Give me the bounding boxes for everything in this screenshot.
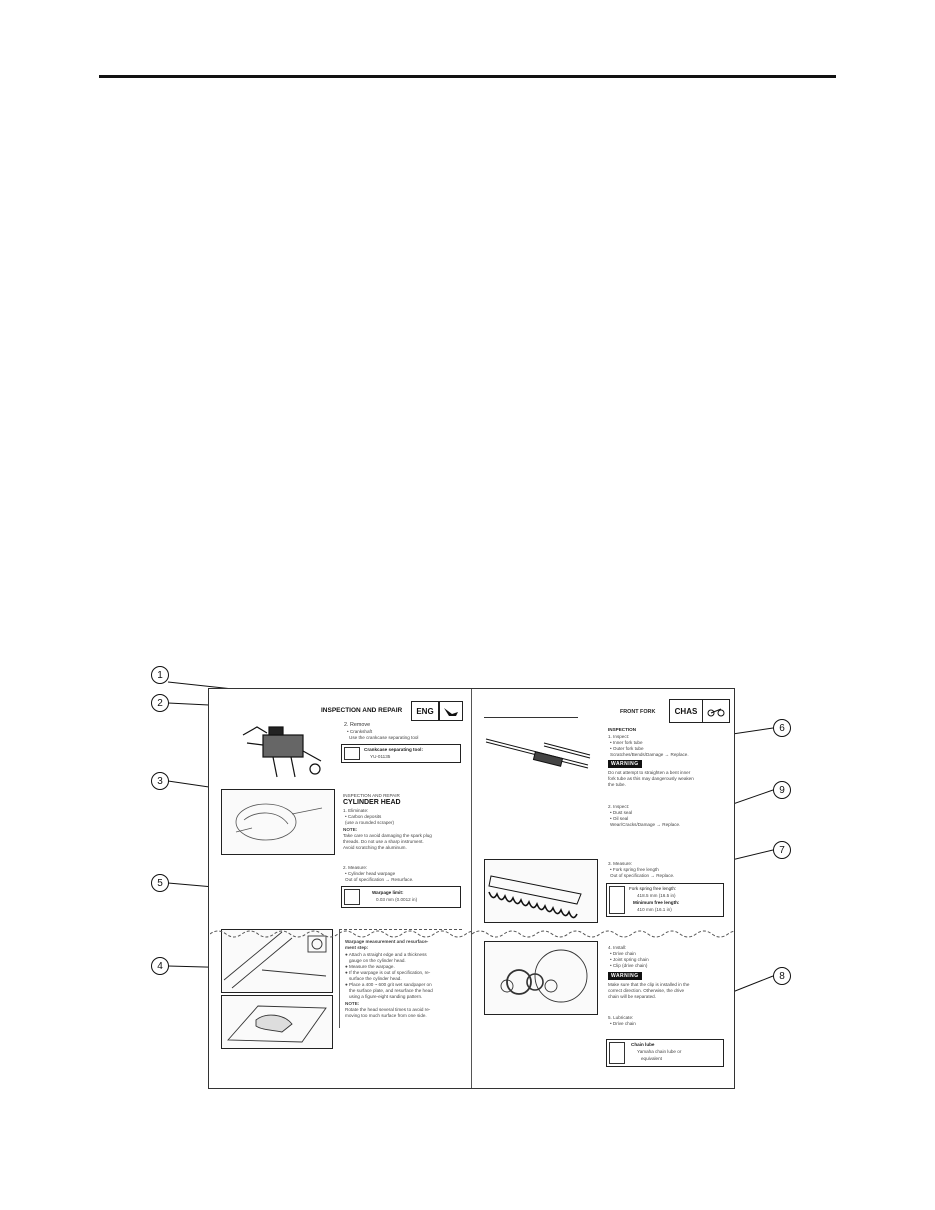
callout-1: 1 (151, 666, 169, 684)
eliminate-step: 1. Eliminate: (343, 808, 369, 813)
resurface-drawing (222, 996, 332, 1048)
warp-line3: ● Measure the warpage. (345, 964, 395, 969)
warp-line1: ● Attach a straight edge and a thickness (345, 952, 427, 957)
manual-spread (208, 688, 735, 1089)
limit-label: Warpage limit: (372, 890, 404, 895)
inspect-step: 1. Inspect: (608, 734, 630, 739)
right-header-rule (484, 717, 578, 718)
head-subheading: CYLINDER HEAD (343, 799, 401, 806)
spring-min-value: 410 mm (16.1 in) (637, 907, 672, 912)
chas-tab: CHAS (669, 699, 703, 723)
carbon-item: • Carbon deposits (345, 814, 382, 819)
warp-note1: Rotate the head several times to avoid re- (345, 1007, 431, 1012)
limit-value: 0.03 mm (0.0012 in) (376, 897, 418, 902)
warp-line2: gauge on the cylinder head. (349, 958, 406, 963)
replace-line: Out of specification → Replace. (610, 873, 675, 878)
lubricate-step: 5. Lubricate: (608, 1015, 634, 1020)
measure-icon (344, 889, 360, 905)
note-line3: Avoid scratching the aluminum. (343, 845, 407, 850)
measure-step: 2. Measure: (343, 865, 368, 870)
callout-9: 9 (773, 781, 791, 799)
right-section-title: FRONT FORK (620, 709, 656, 715)
spring-min-label: Minimum free length: (633, 900, 680, 905)
engine-icon (439, 701, 463, 721)
oil-seal-item: • Oil seal (610, 816, 629, 821)
measure-item: • Cylinder head warpage (345, 871, 396, 876)
install-joint: • Joint spring chain (610, 957, 649, 962)
note-line2: threads. Do not use a sharp instrument. (343, 839, 424, 844)
remove-item1: • Crankshaft (347, 729, 373, 734)
left-page (209, 689, 471, 1088)
scratches-line: Scratches/Bends/Damage → Replace. (610, 752, 689, 757)
spring-spec-box (606, 883, 724, 917)
callout-3: 3 (151, 772, 169, 790)
drive-chain-drawing (485, 942, 597, 1014)
fork-tubes-figure (484, 725, 594, 775)
install-chain: • Drive chain (610, 951, 636, 956)
dust-seal-item: • Dust seal (610, 810, 633, 815)
warn2-line1: Make sure that the clip is installed in the (608, 982, 690, 987)
eng-tab: ENG (411, 701, 439, 721)
crankcase-separator-drawing (233, 721, 333, 779)
warp-note2: moving too much surface from one side. (345, 1013, 427, 1018)
wear-line: Wear/Cracks/Damage → Replace. (610, 822, 681, 827)
warp-line7: the surface plate, and resurface the head (349, 988, 433, 993)
install-step: 4. Install: (608, 945, 627, 950)
right-page (472, 689, 734, 1088)
oil-can-icon (609, 1042, 625, 1064)
measure-step-r: 3. Measure: (608, 861, 633, 866)
wavy-divider-right (472, 929, 734, 939)
warning-badge-2: WARNING (608, 972, 642, 980)
warn1-line1: Do not attempt to straighten a bent inner (608, 770, 691, 775)
cylinder-head-drawing (222, 790, 334, 854)
spring-spec-label: Fork spring free length: (629, 886, 677, 891)
warning-badge-1: WARNING (608, 760, 642, 768)
fork-tubes-drawing (484, 725, 594, 775)
callout-4: 4 (151, 957, 169, 975)
remove-step: 2. Remove (344, 722, 371, 728)
callout-7: 7 (773, 841, 791, 859)
inspection-label: INSPECTION (608, 727, 637, 732)
note-label: NOTE: (343, 827, 358, 832)
resurface-figure (221, 995, 333, 1049)
lube-value2: equivalent (641, 1056, 662, 1061)
crankcase-tool-box (341, 744, 461, 763)
callout-8: 8 (773, 967, 791, 985)
fork-spring-drawing (485, 860, 597, 922)
warp-note-label: NOTE: (345, 1001, 360, 1006)
warp-heading1: Warpage measurement and resurface- (345, 939, 429, 944)
left-section-title: INSPECTION AND REPAIR (321, 707, 403, 714)
callout-6: 6 (773, 719, 791, 737)
note-line1: Take care to avoid damaging the spark plug (343, 833, 432, 838)
warn1-line2: fork tube as this may dangerously weaken (608, 776, 694, 781)
warp-line5: surface the cylinder head. (349, 976, 402, 981)
spring-item: • Fork spring free length (610, 867, 659, 872)
wrench-icon (344, 747, 360, 760)
head-heading: INSPECTION AND REPAIR (343, 793, 400, 798)
install-clip: • Clip (drive chain) (610, 963, 648, 968)
cylinder-head-figure (221, 789, 335, 855)
warp-line4: ● If the warpage is out of specification, re- (345, 970, 431, 975)
measure-icon (609, 886, 625, 914)
warn1-line3: the tube. (608, 782, 626, 787)
warp-heading2: ment step: (345, 945, 369, 950)
warp-line6: ● Place a 400 ~ 600 grit wet sandpaper on (345, 982, 432, 987)
fork-spring-figure (484, 859, 598, 923)
lubricate-chain: • Drive chain (610, 1021, 636, 1026)
warpage-limit-box (341, 886, 461, 908)
crankcase-tool-figure (233, 721, 333, 779)
chassis-icon (702, 699, 730, 723)
tool-name: Crankcase separating tool: (364, 747, 423, 752)
inspect2-step: 2. Inspect: (608, 804, 630, 809)
chain-lube-box (606, 1039, 724, 1067)
scraper-note: (use a rounded scraper) (345, 820, 395, 825)
wavy-divider-left (210, 929, 472, 939)
outer-tube-item: • Outer fork tube (610, 746, 644, 751)
spring-spec-value: 418.5 mm (16.5 in) (637, 893, 676, 898)
measure-out: Out of specification → Resurface. (345, 877, 414, 882)
callout-2: 2 (151, 694, 169, 712)
warn2-line2: correct direction. Otherwise, the drive (608, 988, 685, 993)
remove-item2: Use the crankcase separating tool (349, 735, 419, 740)
straight-edge-drawing (222, 930, 332, 992)
warp-line8: using a figure-eight sanding pattern. (349, 994, 423, 999)
callout-5: 5 (151, 874, 169, 892)
lube-value1: Yamaha chain lube or (637, 1049, 682, 1054)
warn2-line3: chain will be separated. (608, 994, 657, 999)
inner-tube-item: • Inner fork tube (610, 740, 643, 745)
lube-label: Chain lube (631, 1042, 655, 1047)
drive-chain-figure (484, 941, 598, 1015)
tool-number: YU-01135 (370, 754, 391, 759)
